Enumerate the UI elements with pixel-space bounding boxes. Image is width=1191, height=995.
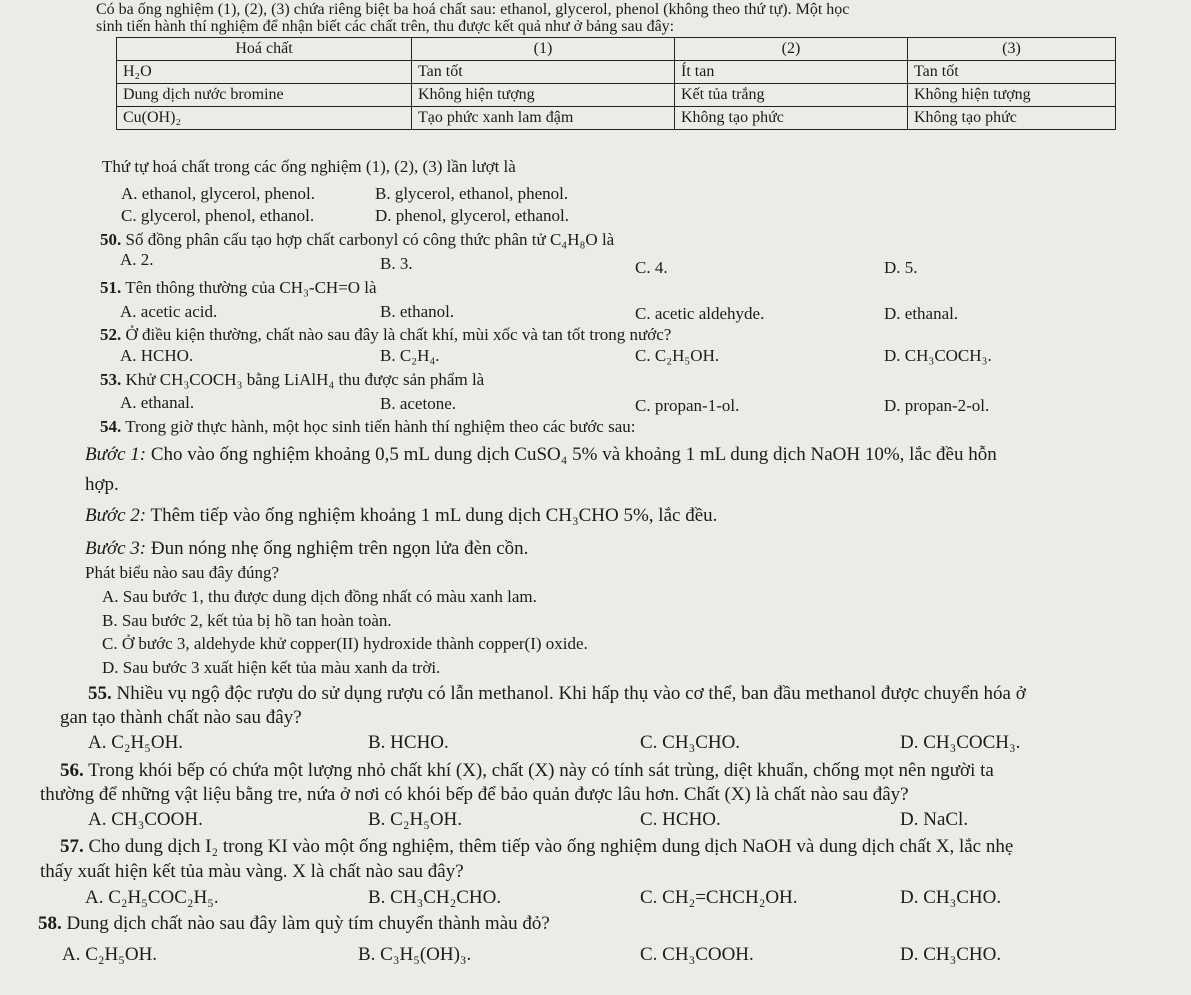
q49-option-c: C. glycerol, phenol, ethanol. [121,206,315,225]
q51-option-a: A. acetic acid. [120,302,218,321]
question-number: 50. [100,230,122,249]
table-row [117,84,1116,107]
q52-option-b: B. C₂H₄. [380,346,440,365]
q56-question [60,760,994,782]
results-table [116,37,1116,130]
question-number: 52. [100,325,122,344]
q51-option-b: B. ethanol. [380,302,455,321]
question-number: 54. [100,417,122,436]
q56-stem-cont: thường để những vật liệu bằng tre, nứa ở nơi có khói bếp để bảo quản được lâu hơn. Chất (X) là chất nào sau đây? [40,784,909,805]
q52-question [100,325,671,345]
q53-question [100,370,484,390]
intro-line-2: sinh tiến hành thí nghiệm để nhận biết các chất trên, thu được kết quả như ở bảng sau đây: [96,18,675,35]
q57-stem: Cho dung dịch I₂ trong KI vào một ống nghiệm, thêm tiếp vào ống nghiệm dung dịch NaOH và dung dịch chất X, lắc nhẹ [88,836,1014,857]
q55-option-c: C. CH₃CHO. [640,732,741,753]
q56-option-b: B. C₂H₅OH. [368,809,463,830]
table-cell: Không tạo phức [908,107,1116,130]
q54-ask: Phát biểu nào sau đây đúng? [85,563,280,582]
table-header-row [117,38,1116,61]
table-header-cell: (2) [675,38,908,61]
q54-option-a: A. Sau bước 1, thu được dung dịch đồng nhất có màu xanh lam. [102,587,537,606]
q53-option-c: C. propan-1-ol. [635,396,740,415]
q52-stem: Ở điều kiện thường, chất nào sau đây là chất khí, mùi xốc và tan tốt trong nước? [125,325,672,344]
q49-option-a: A. ethanol, glycerol, phenol. [121,184,316,203]
q54-stem: Trong giờ thực hành, một học sinh tiến hành thí nghiệm theo các bước sau: [125,417,636,436]
question-number: 53. [100,370,122,389]
table-cell: Kết tủa trắng [675,84,908,107]
q55-option-a: A. C₂H₅OH. [88,732,184,753]
q57-option-a: A. C₂H₅COC₂H₅. [85,887,219,908]
q56-option-c: C. HCHO. [640,809,721,830]
q58-option-b: B. C₃H₅(OH)₃. [358,944,472,965]
q52-option-a: A. HCHO. [120,346,194,365]
table-cell: Dung dịch nước bromine [117,84,412,107]
question-number: 55. [88,683,112,704]
q49-option-b: B. glycerol, ethanol, phenol. [375,184,569,203]
q54-step-2 [85,505,717,527]
q57-option-d: D. CH₃CHO. [900,887,1002,908]
q53-option-d: D. propan-2-ol. [884,396,990,415]
table-cell: Không hiện tượng [412,84,675,107]
q51-option-c: C. acetic aldehyde. [635,304,765,323]
q57-option-b: B. CH₃CH₂CHO. [368,887,502,908]
question-number: 51. [100,278,122,297]
q57-stem-cont: thấy xuất hiện kết tủa màu vàng. X là chất nào sau đây? [40,861,464,882]
q50-stem: Số đồng phân cấu tạo hợp chất carbonyl có công thức phân tử C₄H₈O là [125,230,615,249]
question-number: 56. [60,760,84,781]
q54-option-d: D. Sau bước 3 xuất hiện kết tủa màu xanh da trời. [102,658,441,677]
step-text: Đun nóng nhẹ ống nghiệm trên ngọn lửa đèn cồn. [146,538,529,559]
question-number: 57. [60,836,84,857]
table-cell: Cu(OH)₂ [117,107,412,130]
q56-stem: Trong khói bếp có chứa một lượng nhỏ chất khí (X), chất (X) này có tính sát trùng, diệt khuẩn, chống mọt nên người ta [88,760,994,781]
q53-option-a: A. ethanal. [120,393,195,412]
table-cell: H₂O [117,61,412,84]
q54-step-1 [85,444,997,466]
table-cell: Ít tan [675,61,908,84]
q50-option-d: D. 5. [884,258,918,277]
q55-question [88,683,1026,705]
q55-stem-cont: gan tạo thành chất nào sau đây? [60,707,302,728]
intro-line-1: Có ba ống nghiệm (1), (2), (3) chứa riêng biệt ba hoá chất sau: ethanol, glycerol, phenol (không theo thứ tự). Một học [96,1,850,18]
table-cell: Không tạo phức [675,107,908,130]
q54-step-1-cont: hợp. [85,474,119,495]
table-cell: Tan tốt [412,61,675,84]
q55-option-b: B. HCHO. [368,732,449,753]
q54-option-b: B. Sau bước 2, kết tủa bị hồ tan hoàn toàn. [102,611,392,630]
q53-stem: Khử CH₃COCH₃ bằng LiAlH₄ thu được sản phẩm là [125,370,485,389]
q56-option-d: D. NaCl. [900,809,969,830]
step-label: Bước 3: [85,538,147,559]
q50-option-b: B. 3. [380,254,413,273]
step-label: Bước 1: [85,444,147,465]
q58-option-a: A. C₂H₅OH. [62,944,158,965]
q50-option-c: C. 4. [635,258,668,277]
table-header-cell: Hoá chất [117,38,412,61]
q58-option-c: C. CH₃COOH. [640,944,754,965]
q51-stem: Tên thông thường của CH₃-CH=O là [125,278,377,297]
q58-option-d: D. CH₃CHO. [900,944,1002,965]
q57-question [60,836,1013,858]
q58-question [38,913,550,935]
table-header-cell: (3) [908,38,1116,61]
q54-question [100,417,636,437]
table-row [117,107,1116,130]
q54-option-c: C. Ở bước 3, aldehyde khử copper(II) hydroxide thành copper(I) oxide. [102,634,588,653]
table-cell: Tạo phức xanh lam đậm [412,107,675,130]
step-label: Bước 2: [85,505,147,526]
q54-step-3 [85,538,528,560]
table-row [117,61,1116,84]
q55-option-d: D. CH₃COCH₃. [900,732,1021,753]
q51-option-d: D. ethanal. [884,304,959,323]
q58-stem: Dung dịch chất nào sau đây làm quỳ tím chuyển thành màu đỏ? [66,913,550,934]
q53-option-b: B. acetone. [380,394,456,413]
q57-option-c: C. CH₂=CHCH₂OH. [640,887,798,908]
q56-option-a: A. CH₃COOH. [88,809,203,830]
step-text: Cho vào ống nghiệm khoảng 0,5 mL dung dịch CuSO₄ 5% và khoảng 1 mL dung dịch NaOH 10%, lắc đều hỗn [146,444,997,465]
table-cell: Không hiện tượng [908,84,1116,107]
q51-question [100,278,377,298]
q52-option-c: C. C₂H₅OH. [635,346,720,365]
q50-option-a: A. 2. [120,250,154,269]
question-number: 58. [38,913,62,934]
q49-stem: Thứ tự hoá chất trong các ống nghiệm (1), (2), (3) lần lượt là [102,157,516,176]
step-text: Thêm tiếp vào ống nghiệm khoảng 1 mL dung dịch CH₃CHO 5%, lắc đều. [146,505,718,526]
q55-stem: Nhiều vụ ngộ độc rượu do sử dụng rượu có lẫn methanol. Khi hấp thụ vào cơ thể, ban đầu methanol được chuyển hóa ở [116,683,1026,704]
q52-option-d: D. CH₃COCH₃. [884,346,992,365]
table-cell: Tan tốt [908,61,1116,84]
table-header-cell: (1) [412,38,675,61]
q49-option-d: D. phenol, glycerol, ethanol. [375,206,570,225]
q50-question [100,230,614,250]
